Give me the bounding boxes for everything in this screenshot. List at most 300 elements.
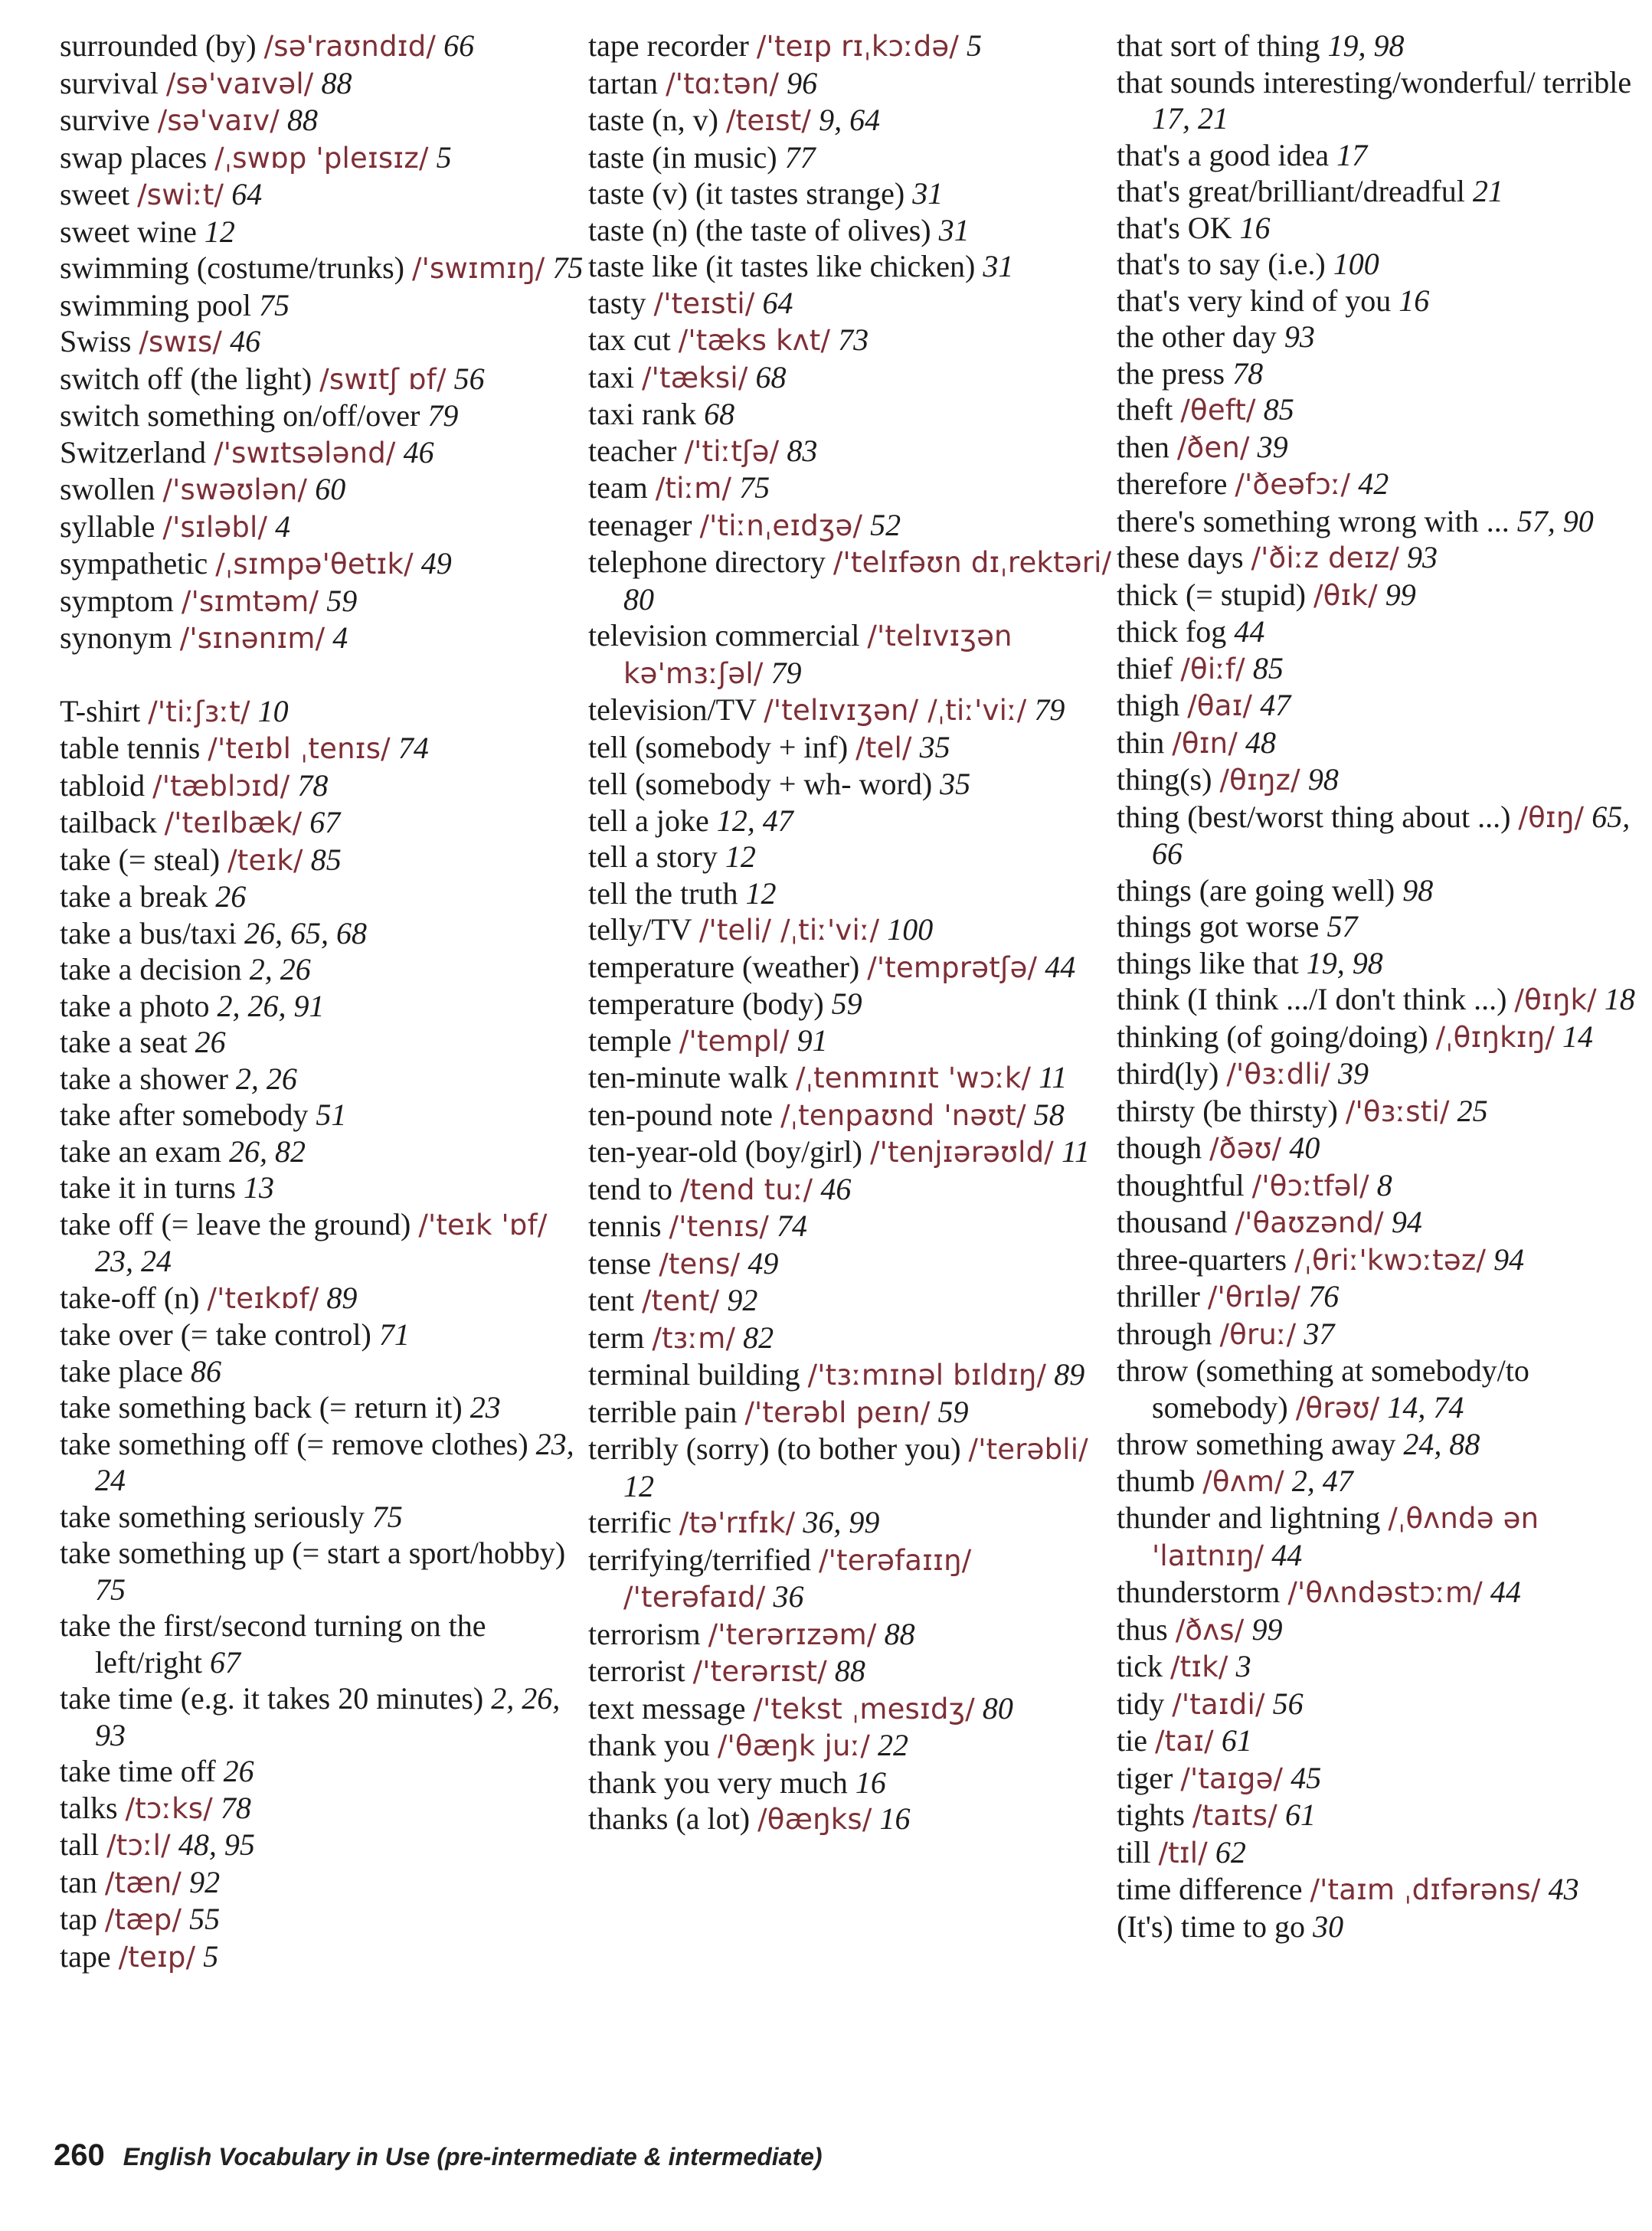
index-entry — [1117, 1055, 1645, 1093]
entry-headword: tie — [1117, 1723, 1147, 1758]
index-entry — [1117, 246, 1645, 283]
index-entry — [588, 1394, 1117, 1431]
entry-page-refs: 64 — [231, 177, 263, 211]
entry-phonetic: /θruː/ — [1219, 1317, 1297, 1351]
index-entry — [1117, 137, 1645, 174]
entry-page-refs: 93 — [1284, 319, 1315, 354]
entry-page-refs: 5 — [203, 1938, 219, 1974]
entry-headword: take a seat — [60, 1025, 188, 1059]
entry-headword: three-quarters — [1117, 1241, 1287, 1277]
entry-phonetic: /ˌsɪmpə'θetɪk/ — [215, 548, 414, 581]
index-entry — [60, 620, 588, 657]
entry-page-refs: 19, 98 — [1327, 28, 1405, 63]
entry-headword: tap — [60, 1902, 97, 1936]
entry-page-refs: 73 — [838, 322, 869, 357]
entry-headword: take something off (= remove clothes) — [60, 1426, 528, 1461]
entry-phonetic: /'teɪbl ˌtenɪs/ — [208, 732, 391, 765]
entry-page-refs: 57, 90 — [1516, 503, 1594, 538]
entry-page-refs: 78 — [297, 767, 329, 803]
entry-page-refs: 74 — [777, 1209, 807, 1243]
entry-headword: therefore — [1117, 466, 1228, 501]
entry-phonetic: /'terəbli/ — [968, 1433, 1088, 1466]
index-entry — [60, 1097, 588, 1133]
entry-page-refs: 75 — [95, 1572, 126, 1607]
index-entry — [1117, 725, 1645, 762]
entry-headword: take (= steal) — [60, 842, 221, 877]
index-entry — [588, 617, 1117, 692]
entry-page-refs: 19, 98 — [1306, 945, 1383, 980]
entry-headword: that's very kind of you — [1117, 283, 1392, 318]
entry-page-refs: 59 — [831, 986, 862, 1021]
entry-headword: text message — [588, 1690, 746, 1726]
entry-phonetic: /sə'vaɪvəl/ — [165, 67, 314, 100]
entry-page-refs: 14 — [1562, 1019, 1594, 1054]
index-entry — [1117, 799, 1645, 872]
entry-headword: the other day — [1117, 319, 1277, 354]
index-entry — [60, 1353, 588, 1390]
entry-page-refs: 14, 74 — [1387, 1389, 1464, 1425]
entry-headword: teacher — [588, 433, 677, 468]
entry-phonetic: /'terərɪst/ — [692, 1655, 827, 1688]
entry-headword: terminal building — [588, 1357, 800, 1392]
entry-page-refs: 59 — [937, 1394, 969, 1429]
entry-phonetic: /θeft/ — [1180, 394, 1256, 427]
entry-page-refs: 100 — [887, 912, 934, 947]
entry-headword: terrorism — [588, 1616, 701, 1651]
entry-page-refs: 10 — [257, 693, 289, 728]
entry-phonetic: /taɪts/ — [1192, 1799, 1277, 1832]
entry-phonetic: /θrəʊ/ — [1295, 1391, 1380, 1425]
entry-page-refs: 12 — [725, 839, 756, 874]
index-columns — [60, 28, 1635, 2049]
index-entry — [1117, 872, 1645, 909]
index-entry — [588, 248, 1117, 285]
entry-phonetic: /θæŋks/ — [757, 1803, 872, 1836]
entry-page-refs: 2, 47 — [1291, 1463, 1353, 1498]
entry-page-refs: 23 — [469, 1390, 501, 1425]
index-entry — [588, 1504, 1117, 1542]
index-entry — [588, 766, 1117, 803]
entry-page-refs: 61 — [1284, 1798, 1316, 1832]
entry-phonetic: /ˌtenpaʊnd 'nəʊt/ — [780, 1098, 1026, 1132]
entry-page-refs: 99 — [1385, 577, 1416, 612]
entry-phonetic: /ˌθriː'kwɔːtəz/ — [1294, 1243, 1487, 1277]
entry-headword: switch something on/off/over — [60, 398, 420, 433]
index-entry — [1117, 761, 1645, 799]
entry-phonetic: /θɪŋ/ — [1518, 800, 1585, 834]
entry-page-refs: 26 — [215, 879, 247, 914]
entry-headword: take place — [60, 1353, 183, 1389]
entry-phonetic: /'tenɪs/ — [669, 1210, 769, 1243]
entry-page-refs: 85 — [1263, 392, 1294, 427]
entry-page-refs: 11 — [1061, 1134, 1090, 1169]
index-entry — [1117, 1834, 1645, 1872]
index-entry — [588, 102, 1117, 139]
entry-headword: theft — [1117, 392, 1173, 427]
entry-page-refs: 93 — [1407, 540, 1438, 574]
entry-headword: thunderstorm — [1117, 1575, 1281, 1609]
index-entry — [588, 1431, 1117, 1504]
entry-page-refs: 44 — [1490, 1575, 1521, 1609]
entry-headword: things like that — [1117, 945, 1299, 980]
entry-page-refs: 2, 26, 93 — [95, 1681, 561, 1752]
index-entry — [588, 433, 1117, 470]
entry-headword: tick — [1117, 1649, 1163, 1683]
entry-headword: tan — [60, 1864, 97, 1899]
entry-phonetic: /'teɪp rɪˌkɔːdə/ — [756, 30, 960, 63]
index-entry — [60, 323, 588, 361]
entry-page-refs: 75 — [552, 250, 584, 285]
index-entry — [588, 1171, 1117, 1209]
index-entry — [588, 803, 1117, 839]
entry-phonetic: /'terəfaɪɪŋ/ /'terəfaɪd/ — [623, 1543, 972, 1614]
entry-page-refs: 56 — [1272, 1686, 1304, 1721]
entry-headword: tense — [588, 1245, 652, 1281]
index-entry — [588, 1022, 1117, 1060]
index-entry — [60, 988, 588, 1025]
index-entry — [588, 1765, 1117, 1801]
entry-phonetic: /θɪk/ — [1313, 578, 1378, 612]
index-entry — [60, 214, 588, 250]
entry-page-refs: 25 — [1457, 1093, 1488, 1128]
index-entry — [588, 1616, 1117, 1654]
entry-headword: take over (= take control) — [60, 1317, 371, 1352]
entry-phonetic: /tɪk/ — [1169, 1650, 1228, 1683]
entry-headword: take something back (= return it) — [60, 1390, 463, 1425]
index-entry — [588, 1059, 1117, 1097]
entry-headword: take something up (= start a sport/hobby) — [60, 1536, 566, 1570]
entry-page-refs: 13 — [243, 1170, 274, 1205]
entry-headword: synonym — [60, 620, 172, 655]
entry-phonetic: /'θæŋk juː/ — [717, 1729, 870, 1762]
entry-headword: thriller — [1117, 1279, 1200, 1313]
index-entry — [1117, 1686, 1645, 1723]
entry-headword: terrific — [588, 1505, 672, 1539]
entry-headword: thanks (a lot) — [588, 1801, 751, 1836]
entry-headword: thirsty (be thirsty) — [1117, 1093, 1338, 1128]
entry-phonetic: /θɪŋk/ — [1514, 983, 1597, 1016]
entry-page-refs: 94 — [1493, 1241, 1525, 1277]
entry-page-refs: 65, 66 — [1152, 799, 1631, 871]
entry-phonetic: /'tiːtʃə/ — [684, 434, 780, 468]
entry-page-refs: 96 — [787, 65, 818, 100]
entry-phonetic: /'tæblɔɪd/ — [152, 769, 290, 803]
index-entry — [1117, 1204, 1645, 1241]
entry-headword: tiger — [1117, 1760, 1173, 1795]
entry-page-refs: 77 — [784, 139, 816, 175]
entry-headword: tend to — [588, 1171, 672, 1206]
entry-headword: throw (something at somebody/to somebody) — [1117, 1353, 1529, 1425]
entry-headword: time difference — [1117, 1872, 1303, 1906]
index-entry — [1117, 1093, 1645, 1130]
entry-phonetic: /'θʌndəstɔːm/ — [1287, 1576, 1483, 1609]
index-entry — [60, 250, 588, 287]
index-entry — [588, 359, 1117, 397]
entry-phonetic: /ˌtenmɪnɪt 'wɔːk/ — [796, 1062, 1032, 1094]
entry-page-refs: 16 — [1239, 210, 1271, 245]
entry-page-refs: 92 — [727, 1283, 758, 1317]
index-entry — [1117, 945, 1645, 982]
index-entry — [60, 1827, 588, 1864]
entry-headword: television/TV — [588, 692, 757, 727]
entry-page-refs: 52 — [870, 507, 901, 542]
entry-headword: television commercial — [588, 618, 860, 653]
entry-page-refs: 5 — [967, 28, 983, 63]
index-entry — [1117, 503, 1645, 540]
entry-phonetic: /'θaʊzənd/ — [1235, 1206, 1384, 1239]
entry-page-refs: 36, 99 — [803, 1505, 880, 1539]
index-entry — [588, 911, 1117, 949]
entry-phonetic: /ˌswɒp 'pleɪsɪz/ — [214, 141, 429, 175]
entry-phonetic: /'swɪtsələnd/ — [214, 436, 396, 469]
entry-page-refs: 79 — [427, 398, 459, 433]
entry-headword: temperature (body) — [588, 986, 824, 1021]
entry-headword: take the first/second turning on the left/right — [60, 1608, 486, 1680]
index-entry — [1117, 908, 1645, 945]
index-entry — [1117, 1316, 1645, 1353]
entry-page-refs: 82 — [743, 1320, 774, 1355]
entry-phonetic: /'swəʊlən/ — [162, 473, 308, 506]
entry-phonetic: /'taɪdi/ — [1172, 1687, 1265, 1721]
entry-page-refs: 89 — [326, 1280, 358, 1315]
entry-phonetic: /teɪk/ — [227, 843, 303, 877]
entry-page-refs: 4 — [275, 509, 291, 544]
index-entry — [60, 287, 588, 324]
entry-headword: take a bus/taxi — [60, 915, 237, 950]
entry-phonetic: /'tenjɪərəʊld/ — [869, 1136, 1054, 1169]
entry-phonetic: /'tiːʃɜːt/ — [148, 695, 250, 728]
entry-headword: take-off (n) — [60, 1280, 200, 1315]
index-entry — [588, 65, 1117, 103]
entry-page-refs: 12, 47 — [716, 803, 793, 838]
entry-phonetic: /'θɔːtfəl/ — [1251, 1169, 1369, 1202]
entry-page-refs: 98 — [1307, 762, 1339, 797]
entry-page-refs: 26, 82 — [229, 1133, 306, 1169]
entry-page-refs: 36 — [773, 1579, 804, 1614]
index-entry — [588, 1356, 1117, 1394]
entry-phonetic: /tɔːks/ — [125, 1791, 213, 1825]
index-entry — [1117, 466, 1645, 503]
entry-phonetic: /ˌθɪŋkɪŋ/ — [1435, 1020, 1555, 1054]
index-entry — [1117, 391, 1645, 429]
entry-phonetic: /tæn/ — [104, 1866, 182, 1899]
entry-headword: taste (in music) — [588, 139, 777, 175]
entry-headword: take a break — [60, 879, 208, 914]
entry-page-refs: 88 — [321, 65, 352, 100]
index-entry — [60, 397, 588, 434]
index-entry — [1117, 1463, 1645, 1500]
entry-headword: temple — [588, 1022, 672, 1058]
entry-page-refs: 61 — [1221, 1723, 1252, 1758]
entry-page-refs: 44 — [1234, 614, 1265, 649]
entry-headword: syllable — [60, 509, 155, 544]
index-entry — [60, 1938, 588, 1976]
entry-headword: ten-pound note — [588, 1097, 774, 1132]
entry-phonetic: /'tekst ˌmesɪdʒ/ — [753, 1692, 975, 1726]
entry-headword: take it in turns — [60, 1170, 236, 1205]
entry-headword: switch off (the light) — [60, 361, 312, 396]
entry-page-refs: 31 — [912, 176, 944, 211]
index-entry — [60, 878, 588, 915]
entry-page-refs: 4 — [332, 620, 348, 655]
index-entry — [588, 139, 1117, 176]
entry-headword: thing (best/worst thing about ...) — [1117, 799, 1511, 834]
entry-page-refs: 88 — [834, 1654, 865, 1688]
entry-headword: thief — [1117, 650, 1173, 685]
entry-page-refs: 91 — [797, 1022, 828, 1058]
entry-headword: telephone directory — [588, 545, 826, 579]
index-entry — [60, 1133, 588, 1170]
index-entry — [1117, 355, 1645, 392]
entry-page-refs: 12 — [204, 214, 235, 249]
entry-headword: there's something wrong with ... — [1117, 503, 1510, 538]
entry-headword: things (are going well) — [1117, 872, 1395, 908]
entry-page-refs: 16 — [1398, 283, 1430, 318]
entry-phonetic: /'ðiːz deɪz/ — [1251, 541, 1400, 574]
index-entry — [1117, 429, 1645, 466]
entry-phonetic: /'teɪlbæk/ — [164, 806, 303, 839]
entry-phonetic: /teɪst/ — [725, 104, 812, 137]
entry-page-refs: 17, 21 — [1152, 101, 1228, 136]
entry-page-refs: 5 — [436, 139, 452, 175]
entry-headword: thoughtful — [1117, 1167, 1245, 1202]
entry-headword: thus — [1117, 1611, 1168, 1647]
index-entry — [60, 767, 588, 805]
index-entry — [1117, 1130, 1645, 1167]
entry-phonetic: /'θrɪlə/ — [1207, 1281, 1301, 1313]
index-entry — [60, 1169, 588, 1206]
entry-phonetic: /tə'rɪfɪk/ — [679, 1506, 796, 1539]
entry-headword: teenager — [588, 507, 692, 542]
entry-page-refs: 31 — [983, 249, 1014, 283]
index-entry — [60, 951, 588, 988]
entry-page-refs: 80 — [623, 581, 654, 617]
entry-headword: thinking (of going/doing) — [1117, 1019, 1428, 1054]
entry-phonetic: /'tiːnˌeɪdʒə/ — [699, 509, 863, 542]
entry-headword: symptom — [60, 583, 174, 618]
index-entry — [60, 1280, 588, 1317]
index-entry — [60, 1680, 588, 1753]
entry-phonetic: /ðəʊ/ — [1209, 1132, 1282, 1165]
entry-phonetic: /taɪ/ — [1154, 1725, 1214, 1758]
entry-headword: though — [1117, 1130, 1202, 1165]
entry-page-refs: 39 — [1338, 1056, 1369, 1091]
index-entry — [60, 1790, 588, 1827]
index-entry — [1117, 1611, 1645, 1649]
entry-page-refs: 26 — [223, 1754, 254, 1788]
index-entry — [1117, 1426, 1645, 1463]
entry-page-refs: 85 — [1252, 650, 1284, 685]
entry-headword: that sounds interesting/wonderful/ terrible — [1117, 64, 1632, 100]
entry-page-refs: 92 — [189, 1864, 221, 1899]
entry-page-refs: 23, 24 — [95, 1426, 574, 1497]
entry-headword: survive — [60, 103, 150, 137]
entry-phonetic: /ˌθʌndə ən 'laɪtnɪŋ/ — [1152, 1502, 1539, 1572]
index-entry — [60, 1317, 588, 1353]
entry-headword: taste like (it tastes like chicken) — [588, 249, 976, 283]
entry-headword: that's great/brilliant/dreadful — [1117, 174, 1465, 208]
entry-page-refs: 46 — [230, 324, 261, 358]
entry-phonetic: /'tæks kʌt/ — [678, 324, 831, 357]
index-entry — [588, 396, 1117, 433]
index-entry — [60, 842, 588, 879]
entry-page-refs: 67 — [209, 1644, 240, 1680]
entry-page-refs: 57 — [1327, 909, 1358, 944]
entry-page-refs: 42 — [1358, 466, 1389, 501]
entry-page-refs: 79 — [1034, 692, 1065, 727]
entry-page-refs: 49 — [747, 1245, 779, 1281]
entry-headword: tax cut — [588, 322, 671, 357]
index-column-1 — [60, 28, 588, 2049]
index-entry — [1117, 1353, 1645, 1426]
entry-page-refs: 23, 24 — [95, 1244, 172, 1278]
index-entry — [1117, 1500, 1645, 1574]
entry-page-refs: 76 — [1308, 1279, 1340, 1313]
entry-headword: tent — [588, 1283, 634, 1317]
entry-phonetic: /ðʌs/ — [1175, 1613, 1245, 1647]
index-entry — [60, 139, 588, 177]
entry-phonetic: /'telɪvɪʒən/ /ˌtiː'viː/ — [764, 694, 1027, 727]
entry-page-refs: 48 — [1245, 725, 1277, 760]
index-entry — [60, 1864, 588, 1902]
index-entry — [1117, 613, 1645, 650]
entry-headword: take an exam — [60, 1133, 221, 1169]
index-entry — [60, 1206, 588, 1280]
entry-phonetic: /tæp/ — [104, 1903, 182, 1936]
index-entry — [60, 1499, 588, 1536]
entry-phonetic: /'templ/ — [679, 1024, 790, 1058]
index-entry — [1117, 1871, 1645, 1909]
entry-headword: thank you — [588, 1728, 710, 1762]
entry-page-refs: 88 — [884, 1616, 915, 1651]
index-entry — [1117, 28, 1645, 64]
entry-phonetic: /'telɪfəʊn dɪˌrektəri/ — [833, 546, 1112, 579]
entry-phonetic: /'tɜːmɪnəl bɪldɪŋ/ — [807, 1359, 1047, 1392]
index-entry — [1117, 577, 1645, 614]
entry-phonetic: /'tɑːtən/ — [666, 67, 780, 100]
index-entry — [588, 1133, 1117, 1171]
entry-page-refs: 85 — [310, 842, 342, 877]
entry-page-refs: 68 — [755, 359, 787, 394]
index-entry — [60, 693, 588, 731]
entry-phonetic: /'teli/ /ˌtiː'viː/ — [698, 914, 880, 947]
index-entry — [1117, 283, 1645, 319]
entry-headword: sweet — [60, 177, 130, 211]
entry-page-refs: 46 — [820, 1171, 852, 1206]
index-entry — [588, 1801, 1117, 1838]
index-entry — [60, 1024, 588, 1061]
index-entry — [1117, 64, 1645, 137]
index-entry — [588, 1542, 1117, 1616]
entry-page-refs: 51 — [316, 1098, 347, 1132]
entry-headword: term — [588, 1320, 645, 1355]
entry-phonetic: /'θɜːsti/ — [1345, 1094, 1450, 1128]
entry-page-refs: 62 — [1215, 1834, 1246, 1870]
entry-headword: take a shower — [60, 1061, 228, 1096]
entry-headword: tall — [60, 1827, 100, 1862]
entry-page-refs: 45 — [1291, 1760, 1322, 1795]
entry-headword: tell (somebody + inf) — [588, 729, 849, 764]
entry-phonetic: /'sɪnənɪm/ — [179, 622, 325, 655]
entry-page-refs: 17 — [1336, 137, 1368, 172]
entry-headword: surrounded (by) — [60, 28, 257, 63]
entry-headword: take a decision — [60, 952, 242, 986]
index-entry — [1117, 1278, 1645, 1316]
index-entry — [588, 544, 1117, 617]
entry-page-refs: 26, 65, 68 — [244, 915, 368, 950]
entry-headword: tidy — [1117, 1686, 1165, 1721]
entry-page-refs: 74 — [397, 731, 429, 765]
